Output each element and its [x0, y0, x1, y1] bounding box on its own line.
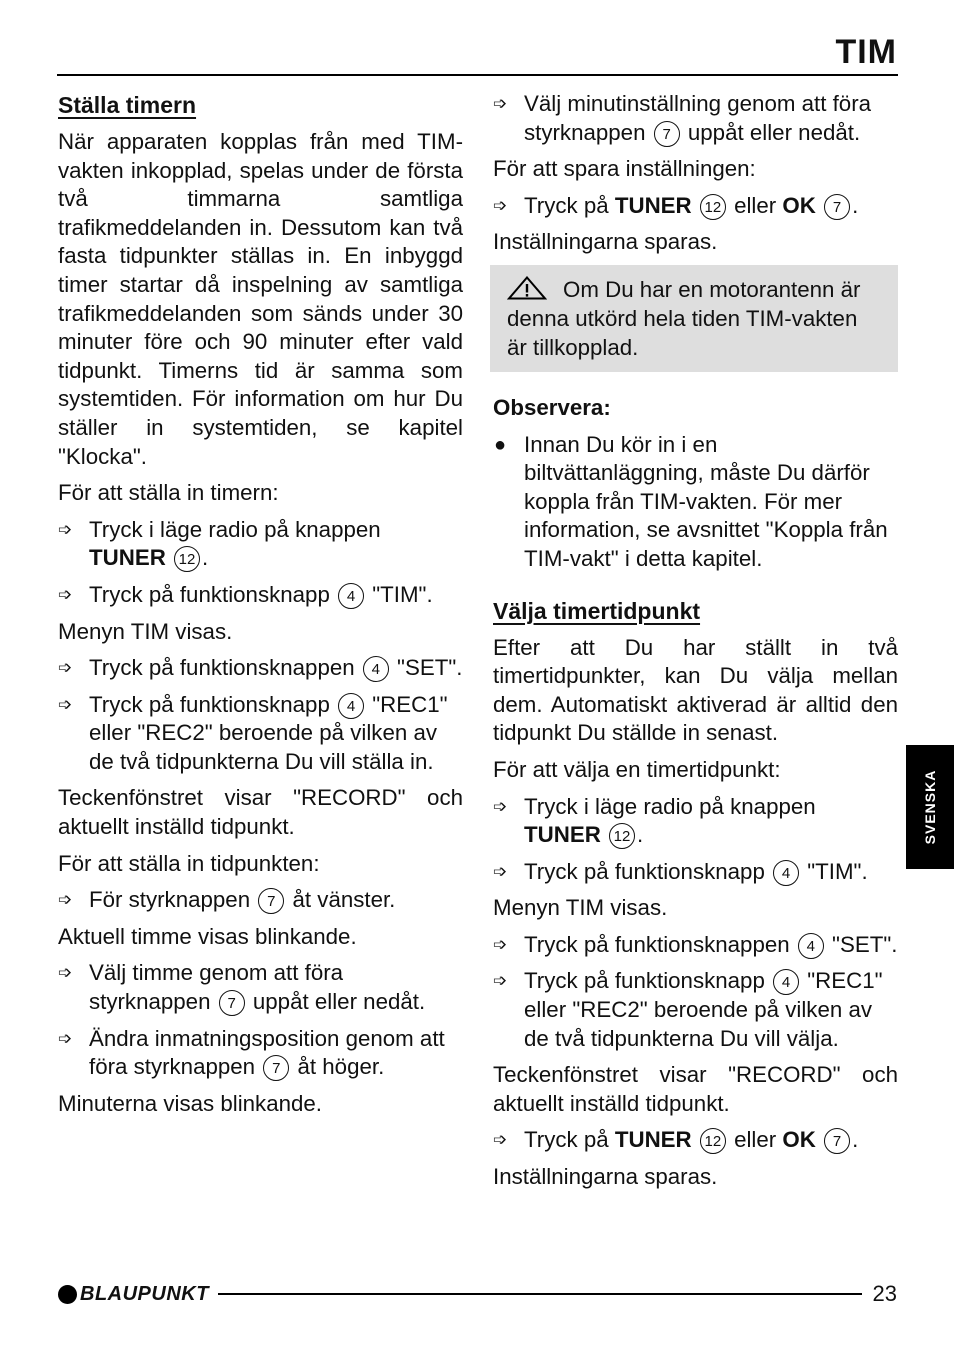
- left-column: [58, 90, 463, 1126]
- step-item: ➩ Tryck på funktionsknapp 4 "REC1" eller "REC2" beroende på vilken av de två tidpunkterna Du vill välja.: [493, 968, 883, 1051]
- instruction-label: För att välja en timertidpunkt:: [493, 756, 781, 782]
- warning-box: [490, 265, 898, 372]
- warning-text: Om Du har en motorantenn är denna utkörd hela tiden TIM-vakten är tillkopplad.: [507, 276, 861, 360]
- button-number-badge: 4: [363, 656, 389, 682]
- step-item: ➩ Ändra inmatningsposition genom att föra styrknappen 7 åt höger.: [58, 1025, 445, 1080]
- key-label: TUNER: [614, 1127, 692, 1153]
- step-item: ➩ Välj timme genom att föra styrknappen 7 uppåt eller nedåt.: [58, 960, 426, 1015]
- result-text: Inställningarna sparas.: [493, 229, 718, 255]
- header-divider: [57, 74, 898, 76]
- right-column: [493, 90, 898, 1200]
- hollow-arrow-icon: ➩: [58, 519, 73, 539]
- bullet-dot-icon: ●: [494, 433, 507, 456]
- step-item: ➩ Tryck på TUNER 12 eller OK 7 .: [493, 1127, 859, 1153]
- button-number-badge: 4: [338, 583, 364, 609]
- button-number-badge: 4: [773, 969, 799, 995]
- section-heading-select-timer: Välja timertidpunkt: [493, 597, 701, 624]
- hollow-arrow-icon: ➩: [58, 694, 73, 714]
- button-number-badge: 7: [258, 888, 284, 914]
- step-item: ➩ Tryck på funktionsknappen 4 "SET".: [58, 655, 463, 681]
- button-number-badge: 12: [700, 1128, 726, 1154]
- instruction-label: För att ställa in timern:: [58, 480, 279, 506]
- warning-triangle-icon: [507, 276, 547, 300]
- section-heading-set-timer: Ställa timern: [58, 92, 197, 118]
- instruction-label: För att spara inställningen:: [493, 156, 756, 182]
- hollow-arrow-icon: ➩: [493, 934, 508, 954]
- hollow-arrow-icon: ➩: [493, 861, 508, 881]
- button-number-badge: 12: [174, 546, 200, 572]
- hollow-arrow-icon: ➩: [58, 963, 73, 983]
- hollow-arrow-icon: ➩: [493, 94, 508, 113]
- language-tab-label: SVENSKA: [922, 769, 938, 845]
- language-tab: [906, 745, 954, 869]
- step-item: ➩ Tryck på TUNER 12 eller OK 7 .: [493, 192, 859, 218]
- logo-dot-icon: [58, 1285, 77, 1304]
- result-text: Minuterna visas blinkande.: [58, 1090, 322, 1116]
- button-number-badge: 4: [798, 933, 824, 959]
- step-item: ➩ Tryck på funktionsknapp 4 "TIM".: [58, 581, 433, 607]
- hollow-arrow-icon: ➩: [493, 195, 508, 215]
- key-label: TUNER: [524, 822, 601, 848]
- button-number-badge: 7: [824, 1128, 850, 1154]
- hollow-arrow-icon: ➩: [58, 1028, 73, 1048]
- key-label: TUNER: [89, 545, 166, 571]
- key-label: OK: [782, 1127, 816, 1153]
- button-number-badge: 4: [338, 693, 364, 719]
- button-number-badge: 12: [609, 823, 635, 849]
- button-number-badge: 4: [773, 860, 799, 886]
- footer-divider: [218, 1293, 862, 1295]
- instruction-label: För att ställa in tidpunkten:: [58, 850, 320, 876]
- key-label: TUNER: [614, 192, 692, 218]
- result-text: Teckenfönstret visar "RECORD" och aktuellt inställd tidpunkt.: [493, 1062, 898, 1116]
- hollow-arrow-icon: ➩: [493, 796, 508, 816]
- button-number-badge: 12: [700, 194, 726, 220]
- page-title: TIM: [835, 33, 897, 71]
- intro-paragraph: Efter att Du har ställt in två timertidpunkter, kan Du välja mellan dem. Automatiskt aktiverad är alltid den tidpunkt Du ställde in senast.: [493, 634, 898, 746]
- hollow-arrow-icon: ➩: [58, 890, 73, 910]
- step-item: ➩ Tryck i läge radio på knappen TUNER 12 .: [58, 516, 381, 571]
- hollow-arrow-icon: ➩: [58, 658, 73, 678]
- button-number-badge: 7: [824, 194, 850, 220]
- brand-logo: [58, 1281, 209, 1307]
- step-item: ➩ Tryck på funktionsknapp 4 "TIM".: [493, 858, 868, 884]
- result-text: Inställningarna sparas.: [493, 1164, 718, 1190]
- intro-paragraph: När apparaten kopplas från med TIM-vakten inkopplad, spelas under de första två timmarna samtliga trafikmeddelanden in. Dessutom kan två fasta tidpunkter ställas in. En inbyggd timer startar då inspelning av samtliga trafikmeddelanden som sänds under 30 minuter före och 90 minuter efter vald tidpunkt. Timerns tid är samma som systemtiden. För information om hur Du ställer in systemtiden, se kapitel "Klocka".: [58, 129, 463, 469]
- key-label: OK: [782, 192, 816, 218]
- step-item: ➩ Tryck på funktionsknappen 4 "SET".: [493, 931, 898, 957]
- step-item: ➩ För styrknappen 7 åt vänster.: [58, 887, 396, 913]
- brand-name: BLAUPUNKT: [80, 1282, 209, 1305]
- page-number: 23: [872, 1281, 897, 1306]
- result-text: Aktuell timme visas blinkande.: [58, 923, 357, 949]
- result-text: Menyn TIM visas.: [58, 618, 233, 644]
- result-text: Menyn TIM visas.: [493, 895, 668, 921]
- hollow-arrow-icon: ➩: [58, 584, 73, 604]
- hollow-arrow-icon: ➩: [493, 1130, 508, 1150]
- button-number-badge: 7: [219, 990, 245, 1016]
- step-item: ➩ Välj minutinställning genom att föra styrknappen 7 uppåt eller nedåt.: [493, 91, 872, 145]
- step-item: ➩ Tryck på funktionsknapp 4 "REC1" eller "REC2" beroende på vilken av de två tidpunkterna Du vill ställa in.: [58, 691, 448, 774]
- button-number-badge: 7: [263, 1055, 289, 1081]
- step-item: ➩ Tryck i läge radio på knappen TUNER 12 .: [493, 793, 816, 848]
- button-number-badge: 7: [654, 121, 680, 147]
- result-text: Teckenfönstret visar "RECORD" och aktuellt inställd tidpunkt.: [58, 785, 463, 840]
- note-bullet-item: ● Innan Du kör in i en biltvättanläggning, måste Du därför koppla från TIM-vakten. För mer information, se avsnittet "Koppla från TIM-vakt" i detta kapitel.: [494, 431, 888, 571]
- note-heading: Observera:: [493, 394, 611, 420]
- hollow-arrow-icon: ➩: [493, 971, 508, 991]
